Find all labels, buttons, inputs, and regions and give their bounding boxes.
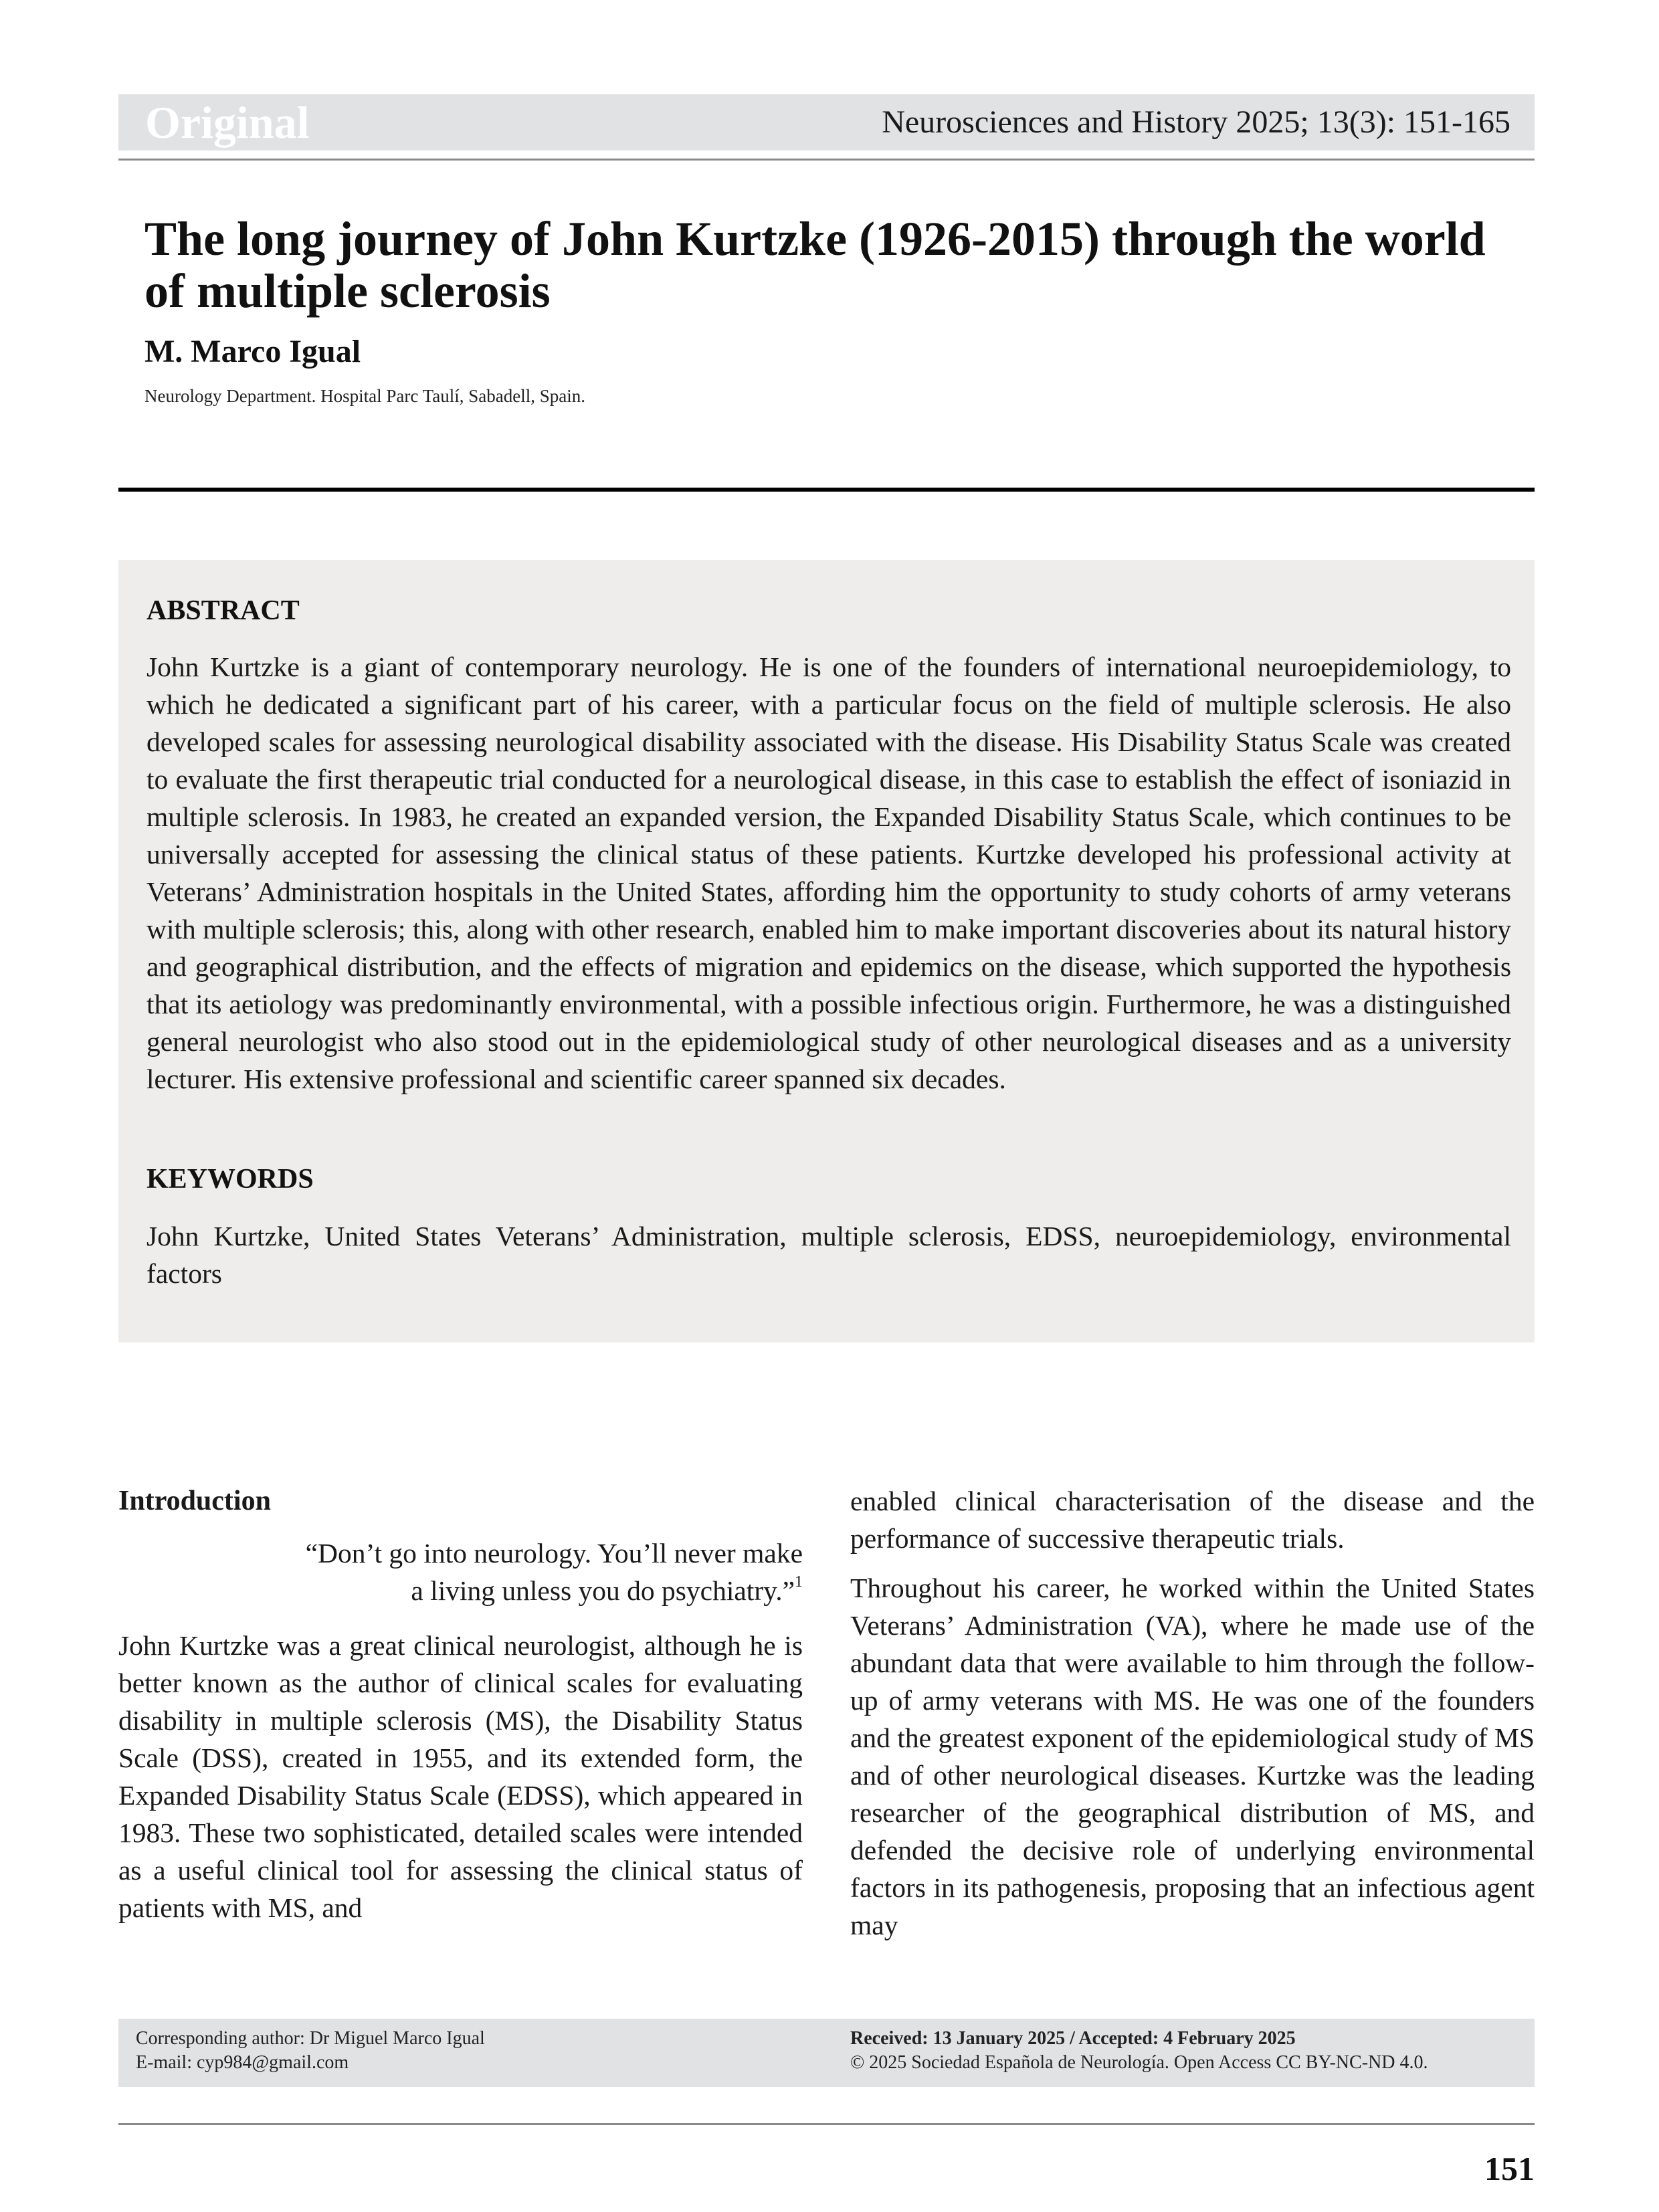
body-paragraph: Throughout his career, he worked within the United States Veterans’ Administration (VA), where he made use of the abundant data that were available to him through the follow-up of army veterans with MS. He was one of the founders and the greatest exponent of the epidemiological study of MS and of other neurological diseases. Kurtzke was the leading researcher of the geographical distribution of MS, and defended the decisive role of underlying environmental factors in its pathogenesis, proposing that an infectious agent may [850, 1573, 1535, 1940]
keywords-text: John Kurtzke, United States Veterans’ Administration, multiple sclerosis, EDSS, neuroepidemiology, environmental factors [147, 1221, 1511, 1289]
journal-header-band [118, 94, 1535, 150]
section-heading-introduction: Introduction [118, 1486, 271, 1516]
author-affiliation: Neurology Department. Hospital Parc Taulí, Sabadell, Spain. [144, 386, 585, 406]
publication-info [850, 2027, 1428, 2075]
header-divider [118, 159, 1535, 161]
title-line-2: of multiple sclerosis [144, 264, 551, 318]
body-column-left [118, 1482, 803, 1938]
page-number: 151 [1484, 2150, 1535, 2187]
epigraph-quote [118, 1534, 803, 1609]
journal-citation: Neurosciences and History 2025; 13(3): 151-165 [882, 104, 1510, 140]
footer-divider [118, 2123, 1535, 2125]
received-accepted-dates: Received: 13 January 2025 / Accepted: 4 February 2025 [850, 2028, 1296, 2049]
reference-superscript[interactable]: 1 [795, 1573, 803, 1591]
body-column-right [850, 1482, 1535, 1956]
title-line-1: The long journey of John Kurtzke (1926-2015) through the world [144, 212, 1486, 266]
article-footer-box [118, 2019, 1535, 2087]
epigraph-line-1: “Don’t go into neurology. You’ll never make [305, 1538, 803, 1569]
body-paragraph: John Kurtzke was a great clinical neurologist, although he is better known as the author of clinical scales for evaluating disability in multiple sclerosis (MS), the Disability Status Scale (DSS), created in 1955, and its extended form, the Expanded Disability Status Scale (EDSS), which appeared in 1983. These two sophisticated, detailed scales were intended as a useful clinical tool for assessing the clinical status of patients with MS, and [118, 1630, 803, 1923]
author-email[interactable]: E-mail: cyp984@gmail.com [136, 2052, 349, 2073]
corresponding-author: Corresponding author: Dr Miguel Marco Igual [136, 2028, 485, 2049]
abstract-box [118, 560, 1535, 1342]
abstract-heading: ABSTRACT [147, 595, 300, 626]
license-notice: © 2025 Sociedad Española de Neurología. Open Access CC BY-NC-ND 4.0. [850, 2052, 1428, 2073]
epigraph-line-2: a living unless you do psychiatry.” [411, 1575, 795, 1606]
article-type-label: Original [145, 97, 310, 148]
title-divider [118, 488, 1535, 492]
body-paragraph: enabled clinical characterisation of the disease and the performance of successive therapeutic trials. [850, 1486, 1535, 1554]
abstract-text: John Kurtzke is a giant of contemporary neurology. He is one of the founders of international neuroepidemiology, to which he dedicated a significant part of his career, with a particular focus on the field of multiple sclerosis. He also developed scales for assessing neurological disability associated with the disease. His Disability Status Scale was created to evaluate the first therapeutic trial conducted for a neurological disease, in this case to establish the effect of isoniazid in multiple sclerosis. In 1983, he created an expanded version, the Expanded Disability Status Scale, which continues to be universally accepted for assessing the clinical status of these patients. Kurtzke developed his professional activity at Veterans’ Administration hospitals in the United States, affording him the opportunity to study cohorts of army veterans with multiple sclerosis; this, along with other research, enabled him to make important discoveries about its natural history and geographical distribution, and the effects of migration and epidemics on the disease, which supported the hypothesis that its aetiology was predominantly environmental, with a possible infectious origin. Furthermore, he was a distinguished general neurologist who also stood out in the epidemiological study of other neurological diseases and as a university lecturer. His extensive professional and scientific career spanned six decades. [147, 651, 1511, 1094]
keywords-heading: KEYWORDS [147, 1164, 314, 1195]
correspondence-info [136, 2027, 485, 2075]
author-name: M. Marco Igual [144, 334, 361, 369]
article-title [144, 213, 1523, 317]
